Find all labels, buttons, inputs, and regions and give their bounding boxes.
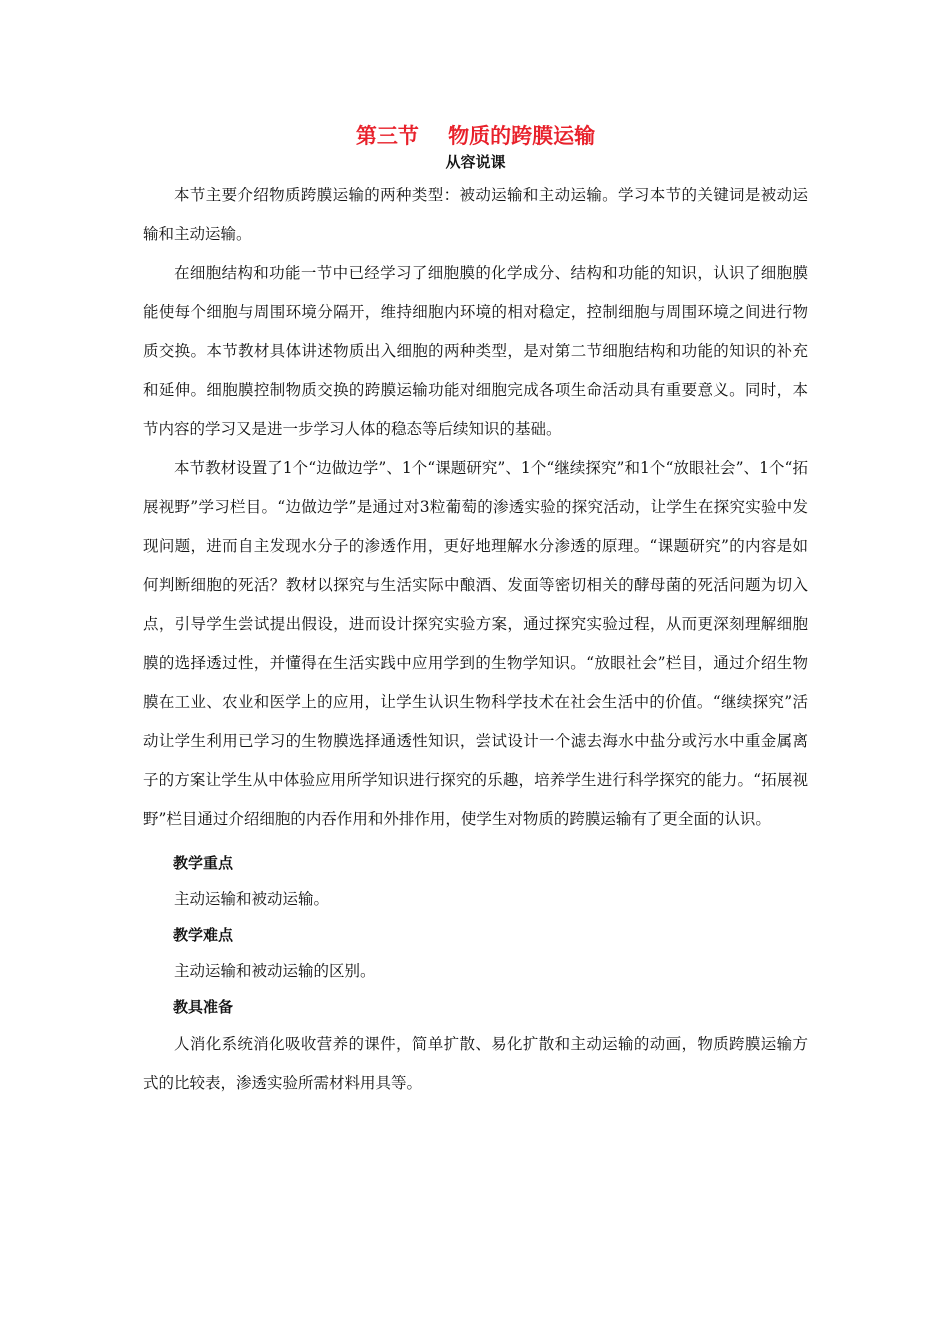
section-teaching-aids xyxy=(143,989,808,1103)
section-teaching-focus xyxy=(143,845,808,917)
section-heading: 教具准备 xyxy=(173,998,234,1016)
section-heading: 教学重点 xyxy=(173,854,234,872)
section-text: 主动运输和被动运输。 xyxy=(174,890,330,908)
columns-paragraph: 本节教材设置了1个“边做边学”、1个“课题研究”、1个“继续探究”和1个“放眼社会”、1个“拓展视野”学习栏目。“边做边学”是通过对3粒葡萄的渗透实验的探究活动，让学生在探究实验中发现问题，进而自主发现水分子的渗透作用，更好地理解水分渗透的原理。“课题研究”的内容是如何判断细胞的死活？教材以探究与生活实际中酿酒、发面等密切相关的酵母菌的死活问题为切入点，引导学生尝试提出假设，进而设计探究实验方案，通过探究实验过程，从而更深刻理解细胞膜的选择透过性，并懂得在生活实践中应用学到的生物学知识。“放眼社会”栏目，通过介绍生物膜在工业、农业和医学上的应用，让学生认识生物科学技术在社会生活中的价值。“继续探究”活动让学生利用已学习的生物膜选择通透性知识，尝试设计一个滤去海水中盐分或污水中重金属离子的方案让学生从中体验应用所学知识进行探究的乐趣，培养学生进行科学探究的能力。“拓展视野”栏目通过介绍细胞的内吞作用和外排作用，使学生对物质的跨膜运输有了更全面的认识。 xyxy=(143,459,808,828)
section-text: 主动运输和被动运输的区别。 xyxy=(174,962,376,980)
page-subtitle: 从容说课 xyxy=(445,153,506,171)
section-teaching-difficulty xyxy=(143,917,808,989)
page-title: 第三节 物质的跨膜运输 xyxy=(355,124,596,148)
context-paragraph: 在细胞结构和功能一节中已经学习了细胞膜的化学成分、结构和功能的知识，认识了细胞膜能使每个细胞与周围环境分隔开，维持细胞内环境的相对稳定，控制细胞与周围环境之间进行物质交换。本节教材具体讲述物质出入细胞的两种类型，是对第二节细胞结构和功能的知识的补充和延伸。细胞膜控制物质交换的跨膜运输功能对细胞完成各项生命活动具有重要意义。同时，本节内容的学习又是进一步学习人体的稳态等后续知识的基础。 xyxy=(143,264,808,438)
document-page xyxy=(143,120,808,1103)
intro-paragraph: 本节主要介绍物质跨膜运输的两种类型：被动运输和主动运输。学习本节的关键词是被动运输和主动运输。 xyxy=(143,186,808,243)
section-text: 人消化系统消化吸收营养的课件，简单扩散、易化扩散和主动运输的动画，物质跨膜运输方式的比较表，渗透实验所需材料用具等。 xyxy=(143,1035,808,1092)
section-heading: 教学难点 xyxy=(173,926,234,944)
